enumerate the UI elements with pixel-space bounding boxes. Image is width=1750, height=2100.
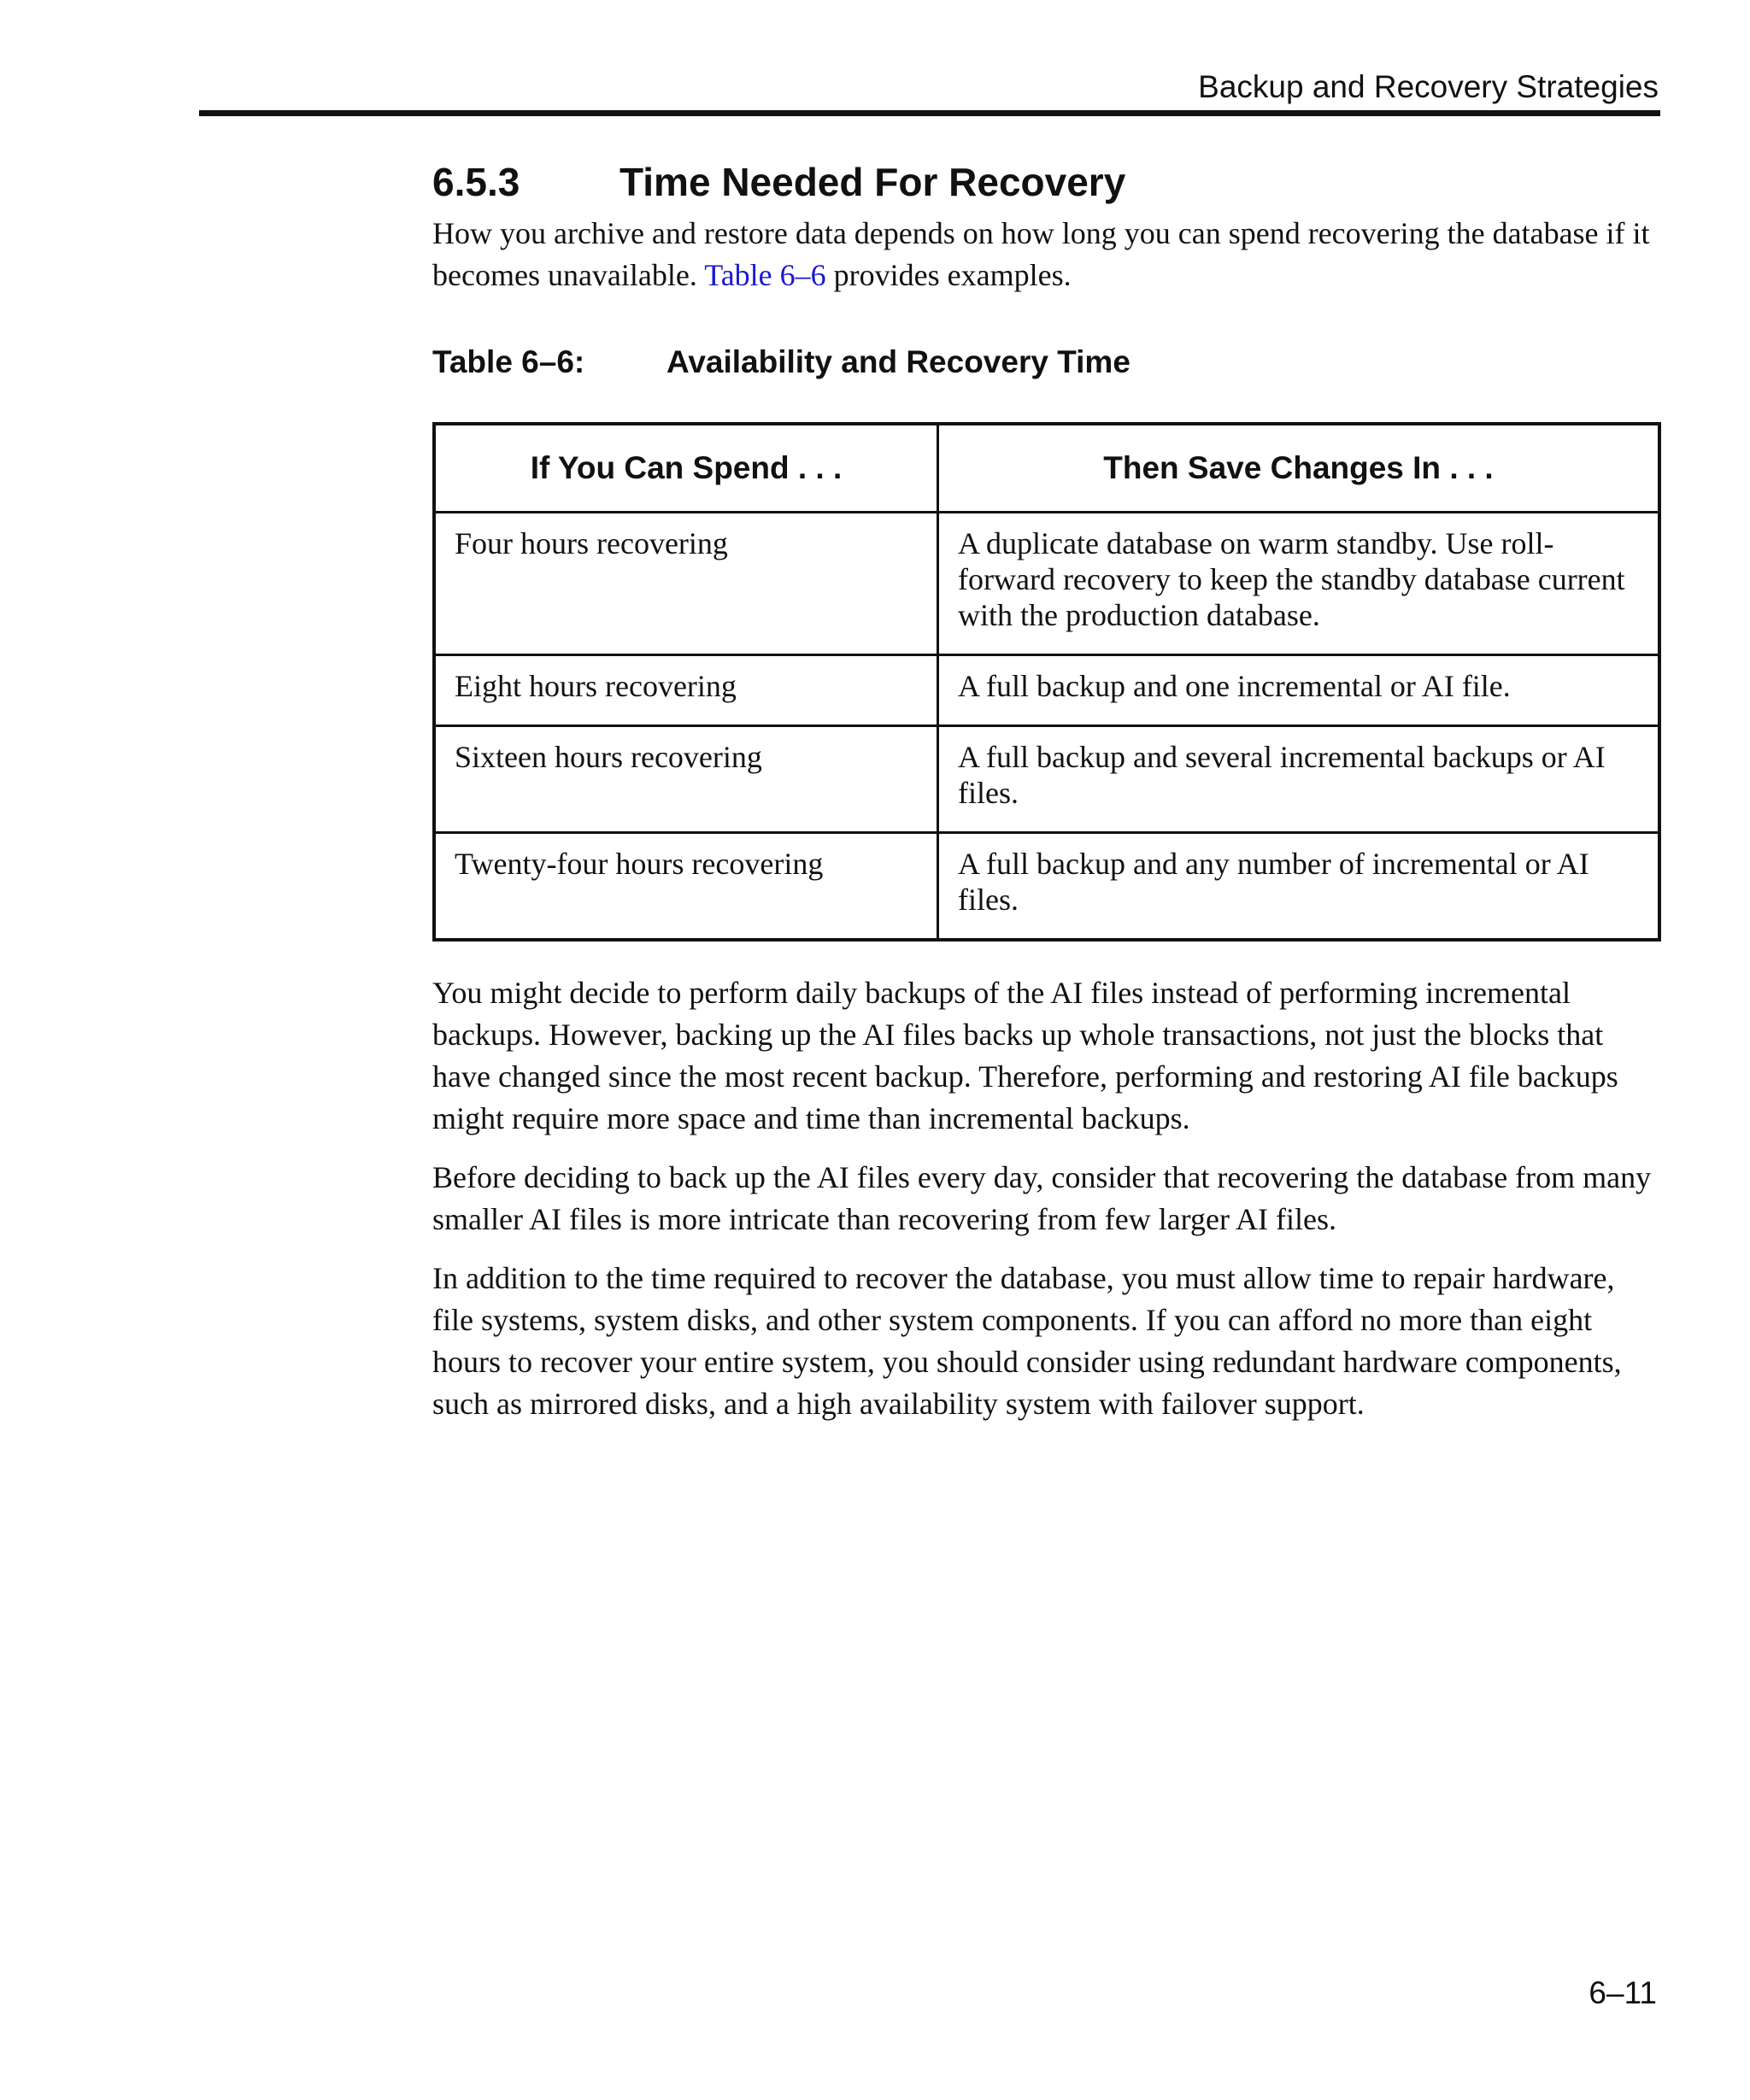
- table-cell: A full backup and any number of incremental or AI files.: [938, 833, 1660, 941]
- column-header: Then Save Changes In . . .: [938, 424, 1660, 513]
- section-title: Time Needed For Recovery: [620, 160, 1126, 204]
- table-row: [434, 833, 1659, 941]
- table-cell: A full backup and one incremental or AI file.: [938, 655, 1660, 726]
- recovery-time-table: [432, 422, 1661, 941]
- table-cell: Sixteen hours recovering: [434, 726, 938, 833]
- table-header-row: [434, 424, 1659, 513]
- table-row: [434, 726, 1659, 833]
- section-heading: [432, 158, 1659, 206]
- table-caption-title: Availability and Recovery Time: [667, 344, 1130, 379]
- page-content: [432, 158, 1659, 1442]
- intro-text-start: How you archive and restore data depends on how long you can spend recovering the database if it becomes unavailable.: [432, 216, 1650, 292]
- running-header: Backup and Recovery Strategies: [1198, 69, 1659, 104]
- intro-text-end: provides examples.: [825, 258, 1072, 292]
- table-cell: A duplicate database on warm standby. Use roll-forward recovery to keep the standby database current with the production database.: [938, 513, 1660, 655]
- table-cell: Eight hours recovering: [434, 655, 938, 726]
- table-cell: Four hours recovering: [434, 513, 938, 655]
- body-paragraph: Before deciding to back up the AI files every day, consider that recovering the database from many smaller AI files is more intricate than recovering from few larger AI files.: [432, 1160, 1652, 1236]
- page-number: 6–11: [1589, 1975, 1657, 2010]
- body-paragraph: You might decide to perform daily backups of the AI files instead of performing incremental backups. However, backing up the AI files backs up whole transactions, not just the blocks that have changed since the most recent backup. Therefore, performing and restoring AI file backups might require more space and time than incremental backups.: [432, 976, 1618, 1135]
- table-row: [434, 655, 1659, 726]
- body-paragraph: In addition to the time required to recover the database, you must allow time to repair hardware, file systems, system disks, and other system components. If you can afford no more than eight hours to recover your entire system, you should consider using redundant hardware components, such as mirrored disks, and a high availability system with failover support.: [432, 1261, 1622, 1421]
- table-caption-number: Table 6–6:: [432, 344, 585, 379]
- table-cross-reference-link[interactable]: Table 6–6: [704, 258, 826, 292]
- table-cell: Twenty-four hours recovering: [434, 833, 938, 941]
- section-number: 6.5.3: [432, 160, 520, 204]
- intro-paragraph: [432, 213, 1659, 296]
- table-caption: [432, 343, 1659, 381]
- table-row: [434, 513, 1659, 655]
- header-rule: [199, 110, 1660, 116]
- column-header: If You Can Spend . . .: [434, 424, 938, 513]
- table-cell: A full backup and several incremental backups or AI files.: [938, 726, 1660, 833]
